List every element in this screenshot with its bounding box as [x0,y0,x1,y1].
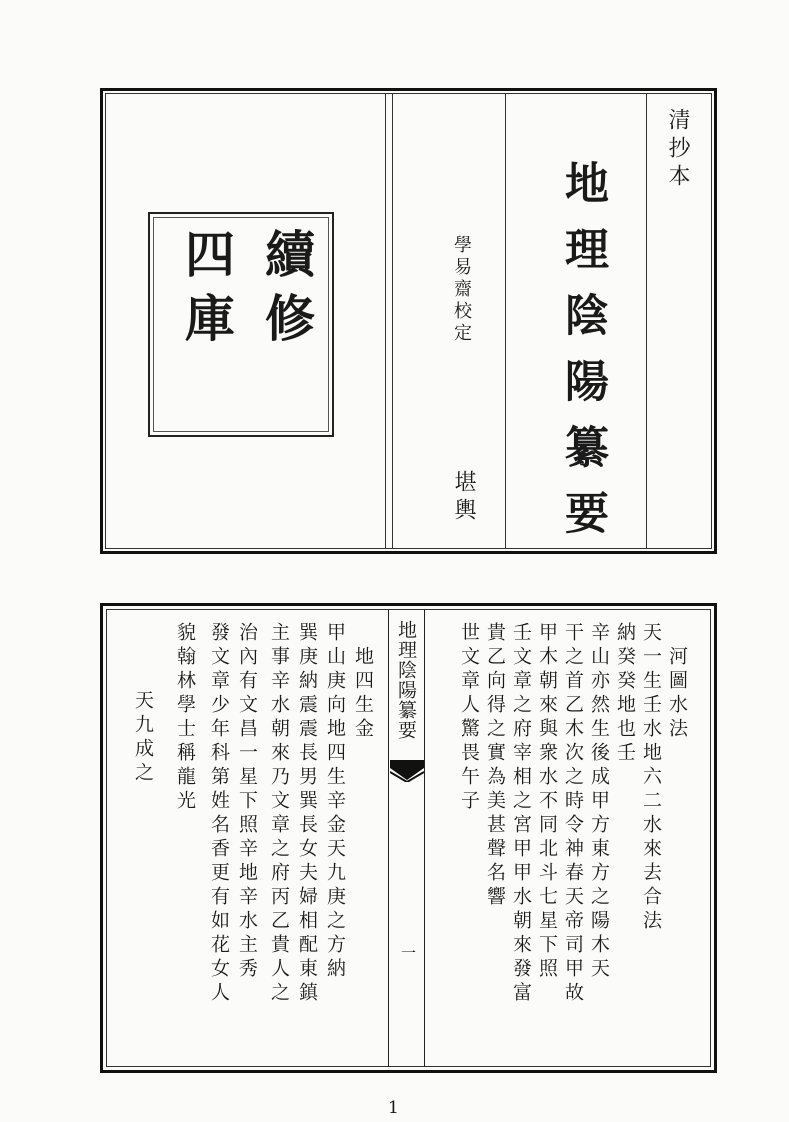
cover-divider [392,93,393,549]
text-column: 天一生壬水地六二水來去合法 [640,622,662,934]
text-column: 世文章人驚畏午子 [458,622,480,814]
fishtail-mark [390,760,424,782]
text-column: 甲木朝來與衆水不同北斗七星下照 [536,622,558,982]
cover-divider [646,93,647,549]
text-column: 貴乙向得之實為美甚聲名響 [484,622,506,910]
seal-text-left: 四庫 [177,228,236,356]
text-column: 發文章少年科第姓名香更有如花女人 [208,622,230,1006]
text-column: 納癸癸地也壬 [614,622,636,766]
text-column: 治內有文昌一星下照辛地辛水主秀 [236,622,258,982]
text-column: 地四生金 [352,622,374,742]
text-column: 甲山庚向地四生辛金天九庚之方納 [324,622,346,982]
seal-text-right: 續修 [257,228,316,356]
page-number: 1 [388,1098,399,1118]
text-column: 壬文章之府宰相之宮甲甲水朝來發富 [510,622,532,1006]
cover-divider [505,93,506,549]
center-band-page: 一 [399,945,417,960]
text-column: 巽庚納震震長男巽長女夫婦相配東鎮 [296,622,318,1006]
book-title: 地理陰陽纂要 [557,160,608,556]
edition-label: 清抄本 [665,108,690,192]
text-column: 主事辛水朝來乃文章之府丙乙貴人之 [268,622,290,1006]
proofreader-label: 學易齋校定 [451,235,472,345]
category-label: 堪輿 [451,470,476,526]
text-column: 天九成之 [132,690,154,786]
text-column: 辛山亦然生後成甲方東方之陽木天 [588,622,610,982]
center-band-border [424,609,425,1067]
text-column: 干之首乙木次之時令神春天帝司甲故 [562,622,584,1006]
text-column: 河圖水法 [666,622,688,742]
center-band-title: 地理陰陽纂要 [395,620,417,740]
center-band-border [388,609,389,1067]
cover-divider [385,93,386,549]
text-column: 貌翰林學士稱龍光 [174,622,196,814]
